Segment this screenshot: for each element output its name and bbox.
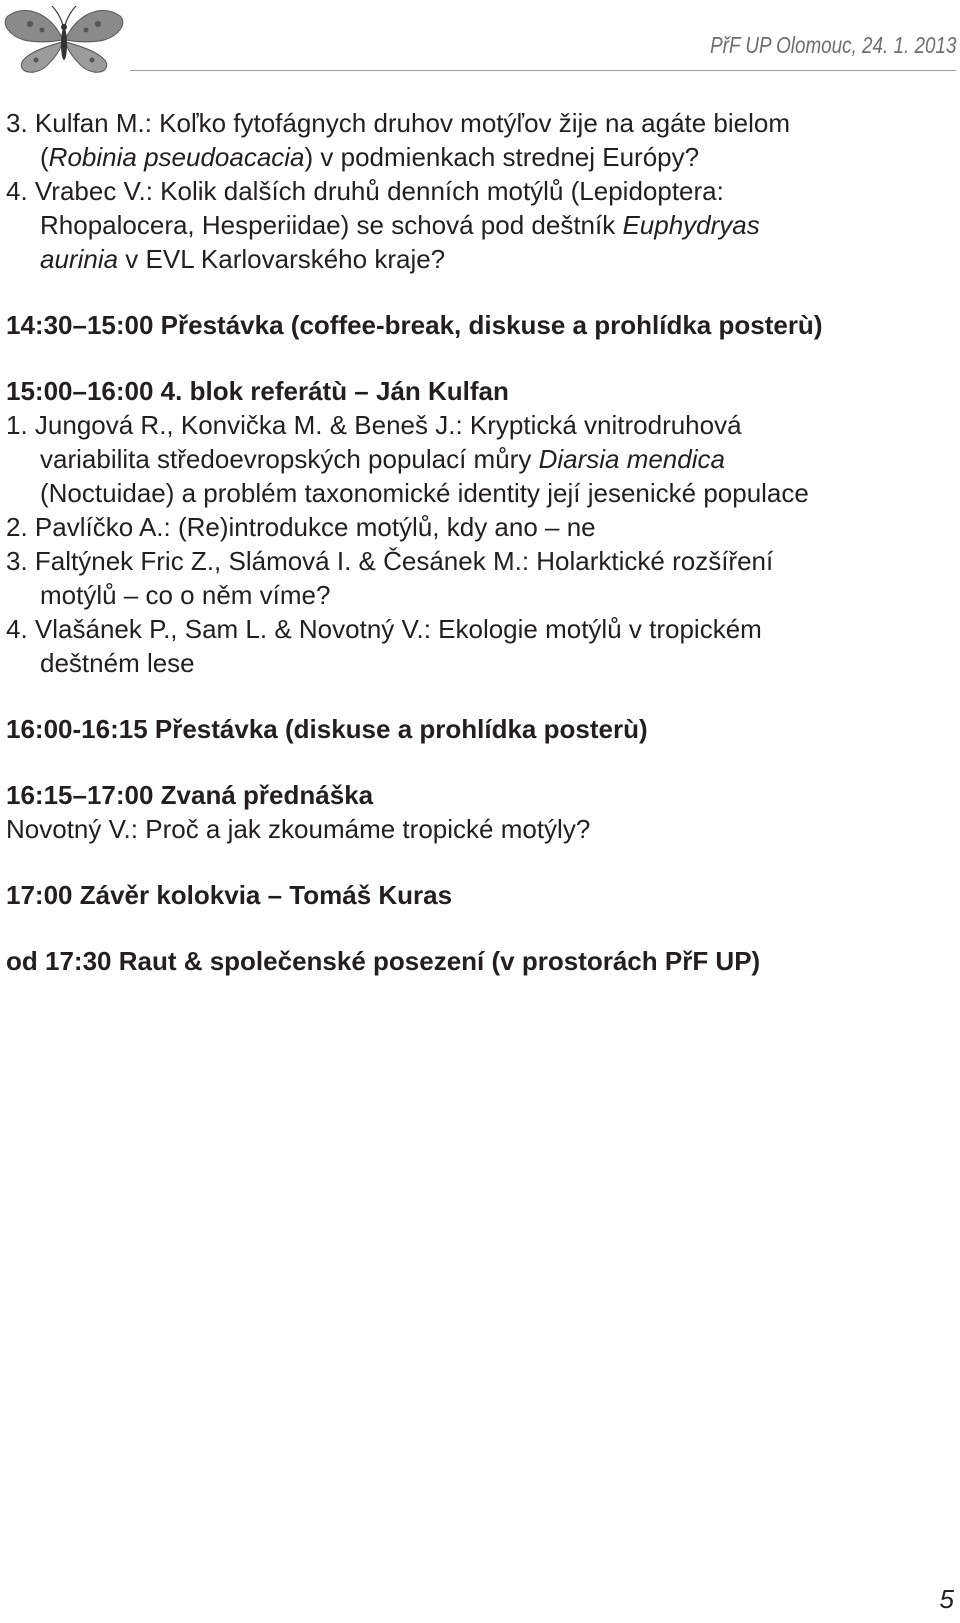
text-span: variabilita středoevropských populací můry [40, 444, 539, 474]
header-conference-info: PřF UP Olomouc, 24. 1. 2013 [709, 32, 956, 58]
spacer [6, 846, 956, 878]
species-name: aurinia [40, 244, 119, 274]
spacer [6, 276, 956, 308]
species-name: Euphydryas [622, 210, 760, 240]
species-name: Robinia pseudoacacia [48, 142, 305, 172]
invited-talk-heading: 16:15–17:00 Zvaná přednáška [6, 780, 374, 810]
closing-heading: 17:00 Závěr kolokvia – Tomáš Kuras [6, 880, 453, 910]
talk-jungova: 1. Jungová R., Konvička M. & Beneš J.: Kryptická vnitrodruhová [6, 410, 742, 440]
break-heading-1: 14:30–15:00 Přestávka (coffee-break, diskuse a prohlídka posterù) [6, 310, 823, 340]
break-heading-2: 16:00-16:15 Přestávka (diskuse a prohlídka posterù) [6, 714, 648, 744]
spacer [6, 746, 956, 778]
talk-jungova-cont [6, 442, 956, 476]
talk-vrabec-cont2 [6, 242, 956, 276]
block-heading-4: 15:00–16:00 4. blok referátù – Ján Kulfan [6, 376, 509, 406]
spacer [6, 912, 956, 944]
page-number: 5 [939, 1584, 954, 1614]
talk-pavlicko: 2. Pavlíčko A.: (Re)introdukce motýlů, kdy ano – ne [6, 512, 596, 542]
spacer [6, 680, 956, 712]
talk-faltynek-cont: motýlů – co o něm víme? [40, 580, 331, 610]
text-span: ) v podmienkach strednej Európy? [304, 142, 700, 172]
species-name: Diarsia mendica [538, 444, 725, 474]
talk-vlasanek: 4. Vlašánek P., Sam L. & Novotný V.: Ekologie motýlů v tropickém [6, 614, 762, 644]
butterfly-logo [2, 2, 126, 78]
text-span: v EVL Karlovarského kraje? [118, 244, 446, 274]
text-span: ( [40, 142, 49, 172]
program-content [6, 106, 956, 978]
talk-vrabec-text: 4. Vrabec V.: Kolik dalších druhů denních motýlů (Lepidoptera: [6, 176, 724, 206]
talk-kulfan-cont [6, 140, 956, 174]
reception-heading: od 17:30 Raut & společenské posezení (v prostorách PřF UP) [6, 946, 761, 976]
talk-vrabec [6, 174, 956, 208]
header-rule [130, 70, 956, 71]
talk-kulfan [6, 106, 956, 140]
text-span: Rhopalocera, Hesperiidae) se schová pod deštník [40, 210, 623, 240]
talk-vrabec-cont [6, 208, 956, 242]
talk-vlasanek-cont: deštném lese [40, 648, 195, 678]
talk-kulfan-text: 3. Kulfan M.: Koľko fytofágnych druhov motýľov žije na agáte bielom [6, 108, 791, 138]
spacer [6, 342, 956, 374]
invited-talk: Novotný V.: Proč a jak zkoumáme tropické motýly? [6, 814, 591, 844]
talk-faltynek: 3. Faltýnek Fric Z., Slámová I. & Česánek M.: Holarktické rozšíření [6, 546, 774, 576]
talk-jungova-cont2: (Noctuidae) a problém taxonomické identity její jesenické populace [40, 478, 809, 508]
